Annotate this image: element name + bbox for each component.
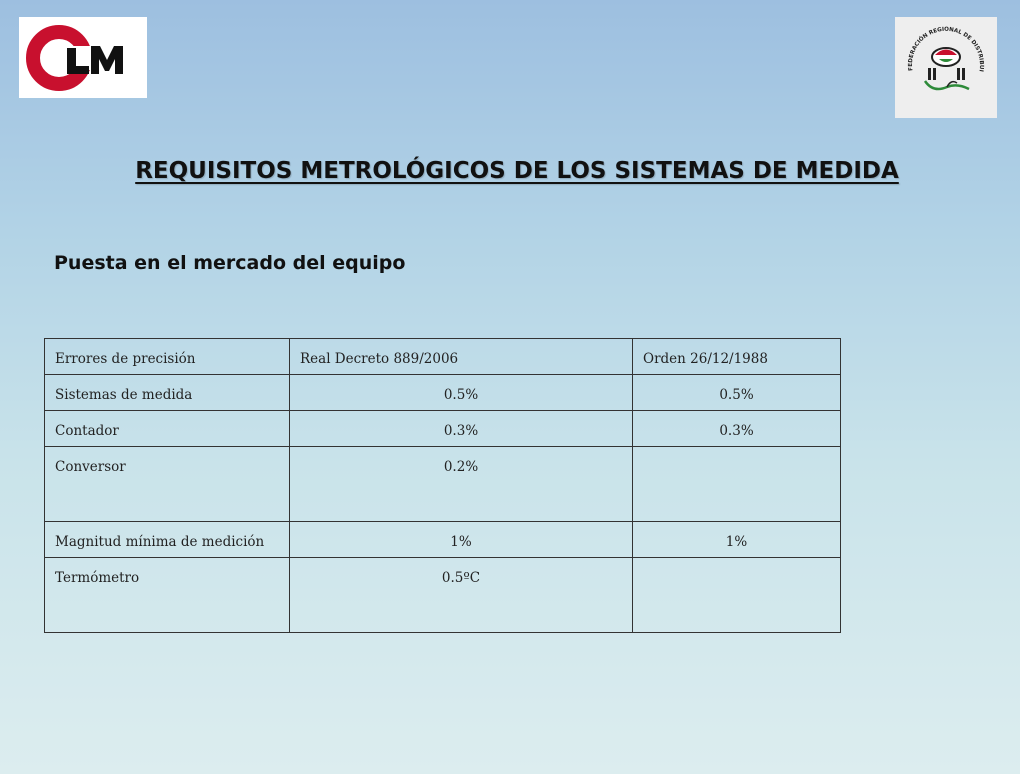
table-row bbox=[45, 522, 841, 558]
precision-table bbox=[44, 338, 841, 633]
value-cell: 1% bbox=[633, 522, 841, 558]
value-cell: 1% bbox=[290, 522, 633, 558]
table-row bbox=[45, 411, 841, 447]
header-cell: Orden 26/12/1988 bbox=[633, 339, 841, 375]
table-row bbox=[45, 558, 841, 633]
value-cell: 0.3% bbox=[290, 411, 633, 447]
federacion-logo bbox=[895, 17, 997, 118]
header-cell: Errores de precisión bbox=[45, 339, 290, 375]
value-cell: 0.3% bbox=[633, 411, 841, 447]
row-label-cell: Magnitud mínima de medición bbox=[45, 522, 290, 558]
value-cell: 0.5ºC bbox=[290, 558, 633, 633]
table-header-row bbox=[45, 339, 841, 375]
row-label-cell: Conversor bbox=[45, 447, 290, 522]
value-cell bbox=[633, 558, 841, 633]
clm-logo-graphic bbox=[19, 17, 147, 98]
row-label-cell: Sistemas de medida bbox=[45, 375, 290, 411]
page-title: REQUISITOS METROLÓGICOS DE LOS SISTEMAS DE MEDIDA bbox=[135, 158, 899, 184]
value-cell: 0.5% bbox=[633, 375, 841, 411]
value-cell bbox=[633, 447, 841, 522]
table-row bbox=[45, 447, 841, 522]
row-label-cell: Contador bbox=[45, 411, 290, 447]
federacion-logo-graphic bbox=[895, 17, 997, 118]
header-cell: Real Decreto 889/2006 bbox=[290, 339, 633, 375]
clm-logo bbox=[19, 17, 147, 98]
table-row bbox=[45, 375, 841, 411]
value-cell: 0.5% bbox=[290, 375, 633, 411]
section-subtitle: Puesta en el mercado del equipo bbox=[54, 252, 406, 274]
value-cell: 0.2% bbox=[290, 447, 633, 522]
row-label-cell: Termómetro bbox=[45, 558, 290, 633]
federacion-logo-text: FEDERACIÓN REGIONAL DE DISTRIBUI bbox=[907, 26, 985, 73]
